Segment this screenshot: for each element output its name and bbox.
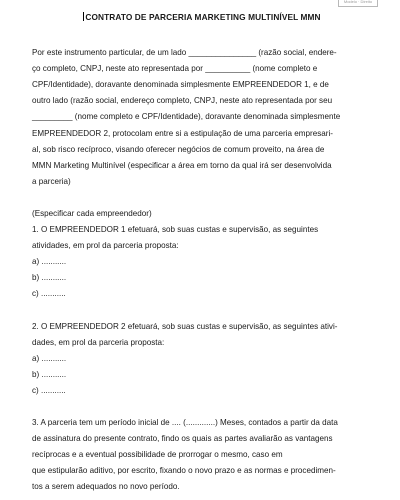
specify-note: (Especificar cada empreendedor) (32, 208, 152, 218)
document-title (32, 9, 372, 25)
header-tab: Modelo · Direito (338, 0, 378, 7)
document-page (32, 9, 372, 495)
document-title-text: CONTRATO DE PARCERIA MARKETING MULTINÍVEL MMN (85, 12, 321, 22)
clause-1-item-a: a) ........... (32, 257, 67, 267)
clause-1-item-c: c) ........... (32, 289, 66, 299)
clause-2-item-b: b) ........... (32, 369, 67, 379)
clause-1: 1. O EMPREENDEDOR 1 efetuará, sob suas custas e supervisão, as seguintes atividades, em prol da parceria proposta: (32, 225, 319, 251)
clause-1-item-b: b) ........... (32, 273, 67, 283)
clause-2-item-c: c) ........... (32, 385, 66, 395)
intro-paragraph: Por este instrumento particular, de um lado _______________ (razão social, endere- ço completo, CNPJ, neste ato representada por __________ (nome completo e CPF/Identidade), doravante denominada simplesmente EMPREENDEDOR 1, e de outro lado (razão social, endereço completo, CNPJ, neste ato representada por seu _________ (nome completo e CPF/Identidade), doravante denominada simplesmente EMPREENDEDOR 2, protocolam entre si a estipulação de uma parceria empresari- al, sob risco recíproco, visando oferecer negócios de comum proveito, na área de MMN Marketing Multinível (especificar a área em torno da qual irá ser desenvolvida a parceria) (32, 48, 341, 186)
clause-3: 3. A parceria tem um período inicial de .... (.............) Meses, contados a partir da data de assinatura do presente contrato, findo os quais as partes avaliarão as vantagens recíprocas e a eventual possibilidade de prorrogar o mesmo, caso em que estipularão aditivo, por escrito, fixando o novo prazo e as normas e procedimen- tos a serem adequados no novo período. (32, 417, 338, 492)
clause-2: 2. O EMPREENDEDOR 2 efetuará, sob suas custas e supervisão, as seguintes ativi- dades, em prol da parceria proposta: (32, 321, 338, 347)
clause-2-item-a: a) ........... (32, 353, 67, 363)
